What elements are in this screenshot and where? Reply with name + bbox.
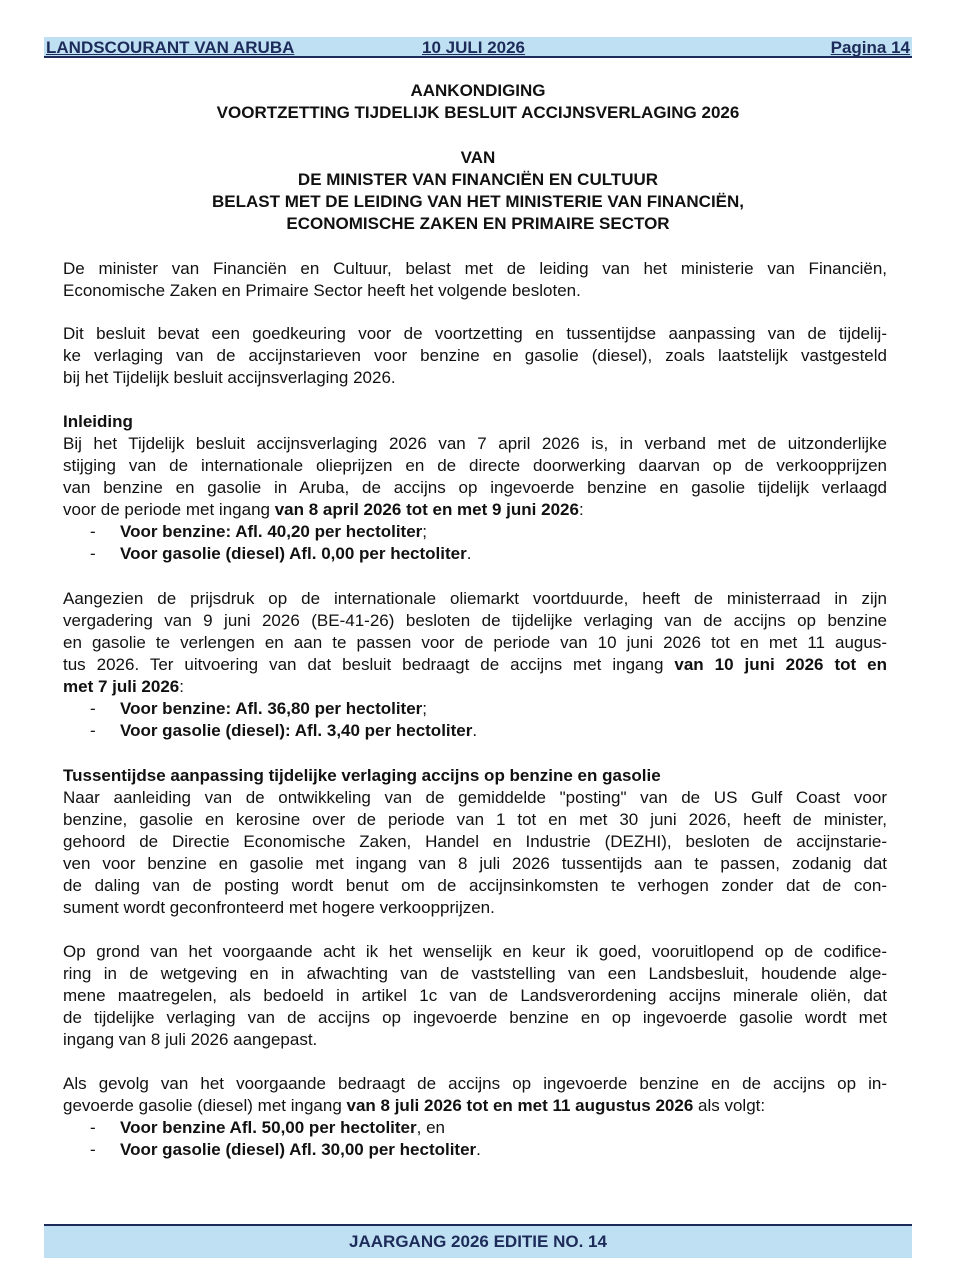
paragraph-approval: [63, 941, 887, 1051]
section-interim-adjustment: [63, 765, 887, 919]
edition-label: JAARGANG 2026 EDITIE NO. 14: [349, 1232, 607, 1251]
text-line: Naar aanleiding van de ontwikkeling van de gemiddelde "posting" van de US Gulf Coast voor: [63, 788, 887, 807]
title-line: VAN: [460, 148, 496, 167]
list-item: - Voor benzine: Afl. 36,80 per hectoliter;: [90, 699, 428, 718]
text-line: de daling van de posting wordt benut om de accijnsinkomsten te verhogen zonder dat de con-: [63, 876, 887, 895]
page-header: [44, 37, 912, 58]
text-line: de tijdelijke verlaging van de accijns op ingevoerde benzine en op ingevoerde gasolie wordt met: [63, 1008, 887, 1027]
paragraph-extension: [63, 588, 887, 698]
text-line: vergadering van 9 juni 2026 (BE-41-26) besloten de tijdelijke verlaging van de accijns op benzine: [63, 611, 887, 630]
announcement-title: [44, 80, 912, 124]
text-line: Economische Zaken en Primaire Sector heeft het volgende besloten.: [63, 281, 581, 300]
text-line: tus 2026. Ter uitvoering van dat besluit bedraagt de accijns met ingang van 10 juni 2026 tot en: [63, 655, 887, 674]
text-line: ven voor benzine en gasolie met ingang van 8 juli 2026 tussentijds aan te passen, zodanig dat: [63, 854, 887, 873]
text-line: stijging van de internationale olieprijzen en de directe doorwerking daarvan op de verkoopprijzen: [63, 456, 887, 475]
page-footer: [44, 1224, 912, 1258]
text-line: sument wordt geconfronteerd met hogere verkoopprijzen.: [63, 898, 495, 917]
text-line: Op grond van het voorgaande acht ik het wenselijk en keur ik goed, vooruitlopend op de codifice-: [63, 942, 887, 961]
text-line: gevoerde gasolie (diesel) met ingang van 8 juli 2026 tot en met 11 augustus 2026 als volgt:: [63, 1096, 766, 1115]
page-number: Pagina 14: [830, 38, 910, 57]
list-item: - Voor benzine: Afl. 40,20 per hectoliter;: [90, 522, 428, 541]
paragraph-decision: [63, 258, 887, 302]
text-line: Bij het Tijdelijk besluit accijnsverlaging 2026 van 7 april 2026 is, in verband met de uitzonderlijke: [63, 434, 887, 453]
text-line: met 7 juli 2026:: [63, 677, 184, 696]
section-heading: Tussentijdse aanpassing tijdelijke verlaging accijns op benzine en gasolie: [63, 766, 661, 785]
list-item: - Voor gasolie (diesel) Afl. 0,00 per hectoliter.: [90, 544, 472, 563]
title-line: ECONOMISCHE ZAKEN EN PRIMAIRE SECTOR: [286, 214, 670, 233]
title-line: DE MINISTER VAN FINANCIËN EN CULTUUR: [297, 170, 659, 189]
list-item: - Voor gasolie (diesel) Afl. 30,00 per hectoliter.: [90, 1140, 481, 1159]
publication-name: LANDSCOURANT VAN ARUBA: [46, 38, 295, 57]
list-item: - Voor benzine Afl. 50,00 per hectoliter, en: [90, 1118, 445, 1137]
title-line: BELAST MET DE LEIDING VAN HET MINISTERIE VAN FINANCIËN,: [211, 192, 745, 211]
section-introduction: [63, 411, 887, 521]
text-line: gehoord de Directie Economische Zaken, Handel en Industrie (DEZHI), besloten de accijnstarie-: [63, 832, 887, 851]
text-line: en gasolie te verlengen en aan te passen voor de periode van 10 juni 2026 tot en met 11 augus-: [63, 633, 887, 652]
title-line: VOORTZETTING TIJDELIJK BESLUIT ACCIJNSVERLAGING 2026: [216, 103, 740, 122]
issuer-block: [44, 147, 912, 235]
text-line: bij het Tijdelijk besluit accijnsverlaging 2026.: [63, 368, 396, 387]
text-line: ingang van 8 juli 2026 aangepast.: [63, 1030, 318, 1049]
text-line: ke verlaging van de accijnstarieven voor benzine en gasolie (diesel), zoals laatstelijk vastgesteld: [63, 346, 887, 365]
list-item: - Voor gasolie (diesel): Afl. 3,40 per hectoliter.: [90, 721, 478, 740]
text-line: benzine, gasolie en kerosine over de periode van 1 tot en met 30 juni 2026, heeft de minister,: [63, 810, 887, 829]
issue-date: 10 JULI 2026: [422, 38, 526, 57]
text-line: voor de periode met ingang van 8 april 2026 tot en met 9 juni 2026:: [63, 500, 584, 519]
text-line: ring in de wetgeving en in afwachting van de vaststelling van een Landsbesluit, houdende alge-: [63, 964, 887, 983]
section-heading: Inleiding: [63, 412, 133, 431]
title-line: AANKONDIGING: [410, 81, 546, 100]
paragraph-scope: [63, 323, 887, 389]
paragraph-new-rates: [63, 1073, 887, 1117]
text-line: mene maatregelen, als bedoeld in artikel 1c van de Landsverordening accijns minerale oliën, dat: [63, 986, 887, 1005]
text-line: De minister van Financiën en Cultuur, belast met de leiding van het ministerie van Financiën,: [63, 259, 887, 278]
text-line: Dit besluit bevat een goedkeuring voor de voortzetting en tussentijdse aanpassing van de tijdelij-: [63, 324, 887, 343]
text-line: Aangezien de prijsdruk op de internationale oliemarkt voortduurde, heeft de ministerraad in zijn: [63, 589, 887, 608]
text-line: Als gevolg van het voorgaande bedraagt de accijns op ingevoerde benzine en de accijns op in-: [63, 1074, 887, 1093]
text-line: van benzine en gasolie in Aruba, de accijns op ingevoerde benzine en gasolie tijdelijk verlaagd: [63, 478, 887, 497]
